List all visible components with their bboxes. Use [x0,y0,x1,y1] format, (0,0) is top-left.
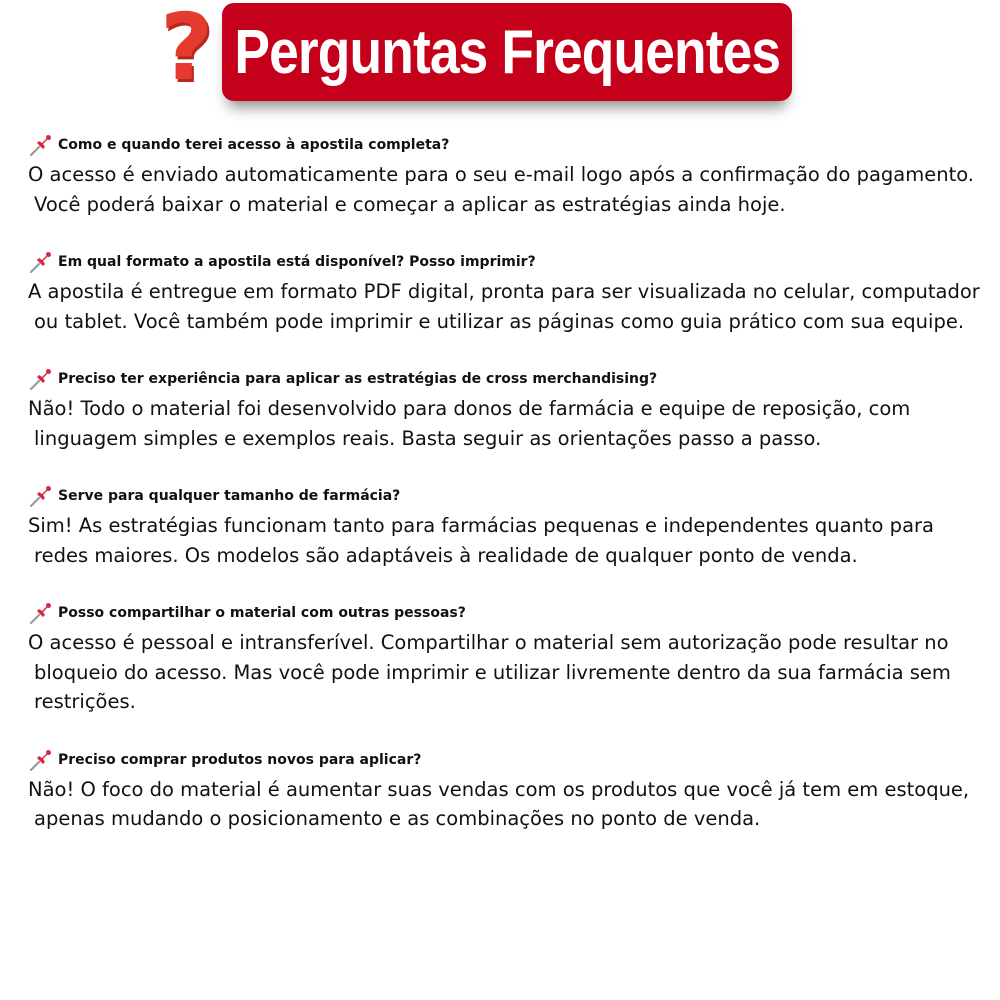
faq-answer: Não! Todo o material foi desenvolvido para donos de farmácia e equipe de reposição, com linguagem simples e exemplos reais. Basta seguir as orientações passo a passo. [28,397,911,450]
pushpin-icon [28,600,54,626]
faq-question-text: Preciso ter experiência para aplicar as estratégias de cross merchandising? [58,371,658,387]
pushpin-icon [28,366,54,392]
faq-question-text: Preciso comprar produtos novos para aplicar? [58,751,422,768]
faq-answer: A apostila é entregue em formato PDF digital, pronta para ser visualizada no celular, computador ou tablet. Você também pode imprimir e utilizar as páginas como guia prático com sua equipe. [28,280,980,333]
faq-question [28,247,994,277]
faq-question-text: Como e quando terei acesso à apostila completa? [58,137,450,153]
faq-question-text: Em qual formato a apostila está disponível? Posso imprimir? [58,254,536,270]
faq-answer: Não! O foco do material é aumentar suas vendas com os produtos que você já tem em estoque, apenas mudando o posicionamento e as combinações no ponto de venda. [28,777,970,830]
faq-list [28,130,994,862]
faq-question-text: Posso compartilhar o material com outras pessoas? [58,605,466,621]
pushpin-icon [28,132,54,158]
title-banner [222,3,792,101]
faq-question [28,598,994,628]
faq-item [28,247,994,336]
faq-item [28,364,994,453]
faq-answer: O acesso é pessoal e intransferível. Compartilhar o material sem autorização pode resultar no bloqueio do acesso. Mas você pode imprimir e utilizar livremente dentro da sua farmácia sem restrições. [28,631,951,713]
pushpin-icon [28,249,54,275]
pushpin-icon [28,747,54,773]
faq-question [28,364,994,394]
page-title: Perguntas Frequentes [234,17,780,87]
faq-answer: O acesso é enviado automaticamente para o seu e-mail logo após a confirmação do pagamento. Você poderá baixar o material e começar a aplicar as estratégias ainda hoje. [28,163,975,216]
faq-header [160,0,800,110]
faq-answer: Sim! As estratégias funcionam tanto para farmácias pequenas e independentes quanto para redes maiores. Os modelos são adaptáveis à realidade de qualquer ponto de venda. [28,514,934,567]
faq-item [28,130,994,219]
faq-item [28,598,994,717]
faq-item [28,745,994,834]
faq-question [28,130,994,160]
question-mark-icon: ? [160,0,214,101]
faq-item [28,481,994,570]
faq-question [28,745,994,775]
faq-question [28,481,994,511]
pushpin-icon [28,483,54,509]
faq-question-text: Serve para qualquer tamanho de farmácia? [58,488,401,504]
